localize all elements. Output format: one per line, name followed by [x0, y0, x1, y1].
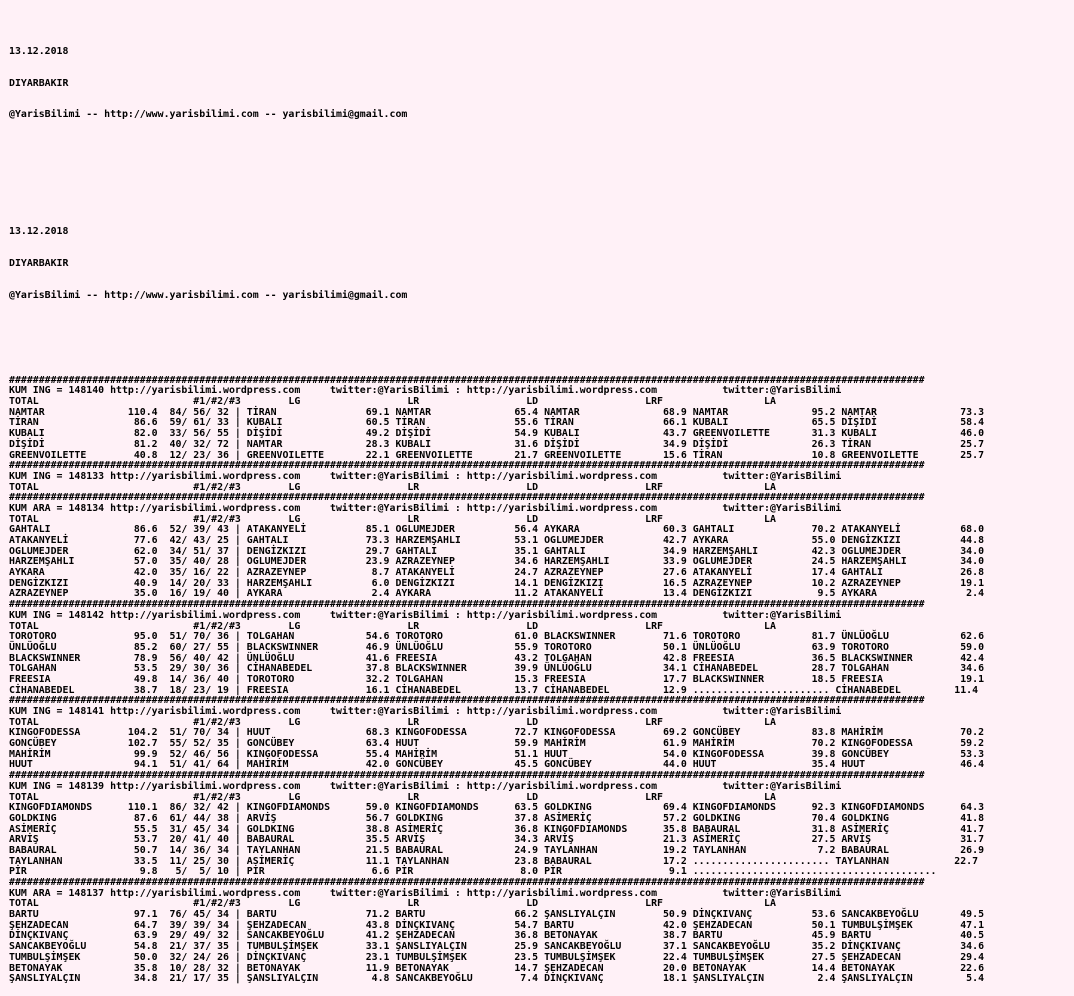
result-line: BETONAYAK 35.8 10/ 28/ 32 | BETONAYAK 11.9 BETONAYAK 14.7 ŞEHZADECAN 20.0 BETONAYAK 14.4 BETONAYAK 22.6 — [9, 962, 985, 974]
contact-text: @YarisBilimi -- http://www.yarisbilimi.com -- yarisbilimi@gmail.com — [9, 109, 408, 121]
result-line: ATAKANYELİ 77.6 42/ 43/ 25 | GAHTALI 73.3 HARZEMŞAHLI 53.1 OGLUMEJDER 42.7 AYKARA 55.0 DENGİZKIZI 44.8 — [9, 535, 985, 547]
result-line: TOTAL #1/#2/#3 LG LR LD LRF LA — [9, 620, 776, 632]
result-line: KUM ING = 148141 http://yarisbilimi.wordpress.com twitter:@YarisBilimi : http://yarisbilimi.wordpress.com twitter:@YarisBilimi — [9, 706, 842, 718]
result-line: DİŞİDİ 81.2 40/ 32/ 72 | NAMTAR 28.3 KUBALI 31.6 DİŞİDİ 34.9 DİŞİDİ 26.3 TİRAN 25.7 — [9, 438, 985, 450]
result-line: KUBALI 82.0 33/ 56/ 55 | DİŞİDİ 49.2 DİŞİDİ 54.9 KUBALI 43.7 GREENVOILETTE 31.3 KUBALI 46.0 — [9, 428, 985, 440]
result-line: GOLDKING 87.6 61/ 44/ 38 | ARVİŞ 56.7 GOLDKING 37.8 ASİMERİÇ 57.2 GOLDKING 70.4 GOLDKING 41.8 — [9, 812, 985, 824]
result-line: AZRAZEYNEP 35.0 16/ 19/ 40 | AYKARA 2.4 AYKARA 11.2 ATAKANYELİ 13.4 DENGİZKIZI 9.5 AYKARA 2.4 — [9, 588, 985, 600]
result-line: KUM ING = 148139 http://yarisbilimi.wordpress.com twitter:@YarisBilimi : http://yarisbilimi.wordpress.com twitter:@YarisBilimi — [9, 780, 842, 792]
result-line: TOTAL #1/#2/#3 LG LR LD LRF LA — [9, 898, 776, 910]
result-line: KUM ARA = 148137 http://yarisbilimi.wordpress.com twitter:@YarisBilimi : http://yarisbilimi.wordpress.com twitter:@YarisBilimi — [9, 887, 842, 899]
result-line: DİNÇKIVANÇ 63.9 29/ 49/ 32 | SANCAKBEYOĞLU 41.2 ŞEHZADECAN 36.8 BETONAYAK 38.7 BARTU 45.9 BARTU 40.5 — [9, 930, 985, 942]
result-line: HUUT 94.1 51/ 41/ 64 | MAHİRİM 42.0 GONCÜBEY 45.5 GONCÜBEY 44.0 HUUT 35.4 HUUT 46.4 — [9, 759, 985, 771]
result-line: TOLGAHAN 53.5 29/ 30/ 36 | CİHANABEDEL 37.8 BLACKSWINNER 39.9 ÜNLÜOĞLU 34.1 CİHANABEDEL 28.7 TOLGAHAN 34.6 — [9, 663, 985, 675]
result-line: TOTAL #1/#2/#3 LG LR LD LRF LA — [9, 716, 776, 728]
result-line: GONCÜBEY 102.7 55/ 52/ 35 | GONCÜBEY 63.4 HUUT 59.9 MAHİRİM 61.9 MAHİRİM 70.2 KINGOFODESSA 59.2 — [9, 738, 985, 750]
result-line: AYKARA 42.0 35/ 16/ 22 | AZRAZEYNEP 8.7 ATAKANYELİ 24.7 AZRAZEYNEP 27.6 ATAKANYELİ 17.4 GAHTALI 26.8 — [9, 567, 985, 579]
result-line: MAHİRİM 99.9 52/ 46/ 56 | KINGOFODESSA 55.4 MAHİRİM 51.1 HUUT 54.0 KINGOFODESSA 39.8 GONCÜBEY 53.3 — [9, 748, 985, 760]
result-line: TAYLANHAN 33.5 11/ 25/ 30 | ASİMERİÇ 11.1 TAYLANHAN 23.8 BABAURAL 17.2 ....................... TAYLANHAN 22.7 — [9, 855, 979, 867]
results-table — [9, 376, 1074, 985]
result-line: BARTU 97.1 76/ 45/ 34 | BARTU 71.2 BARTU 66.2 ŞANSLIYALÇIN 50.9 DİNÇKIVANÇ 53.6 SANCAKBEYOĞLU 49.5 — [9, 909, 985, 921]
result-line: GAHTALI 86.6 52/ 39/ 43 | ATAKANYELİ 85.1 OGLUMEJDER 56.4 AYKARA 60.3 GAHTALI 70.2 ATAKANYELİ 68.0 — [9, 524, 985, 536]
result-line: ARVİŞ 53.7 20/ 41/ 40 | BABAURAL 35.5 ARVİŞ 34.3 ARVİŞ 21.3 ASİMERİÇ 27.5 ARVİŞ 31.7 — [9, 834, 985, 846]
result-line: ÜNLÜOĞLU 85.2 60/ 27/ 55 | BLACKSWINNER 46.9 ÜNLÜOĞLU 55.9 TOROTORO 50.1 ÜNLÜOĞLU 63.9 TOROTORO 59.0 — [9, 641, 985, 653]
result-line: HARZEMŞAHLI 57.0 35/ 40/ 28 | OGLUMEJDER 23.9 AZRAZEYNEP 34.6 HARZEMŞAHLI 33.9 OGLUMEJDER 24.5 HARZEMŞAHLI 34.0 — [9, 556, 985, 568]
result-line: CİHANABEDEL 38.7 18/ 23/ 19 | FREESIA 16.1 CİHANABEDEL 13.7 CİHANABEDEL 12.9 ....................... CİHANABEDEL 11.4 — [9, 684, 979, 696]
result-line: BLACKSWINNER 78.9 56/ 40/ 42 | ÜNLÜOĞLU 41.6 FREESIA 43.2 TOLGAHAN 42.8 FREESIA 36.5 BLACKSWINNER 42.4 — [9, 652, 985, 664]
result-line: PİR 9.8 5/ 5/ 10 | PİR 6.6 PİR 8.0 PİR 9.1 ......................................... — [9, 866, 937, 878]
result-line: ASİMERİÇ 55.5 31/ 45/ 34 | GOLDKING 38.8 ASİMERİÇ 36.8 KINGOFDIAMONDS 35.8 BABAURAL 31.8 ASİMERİÇ 41.7 — [9, 823, 985, 835]
separator-line: ########################################################################################################################################################## — [9, 374, 925, 386]
header-block-1 — [9, 25, 1074, 142]
result-line: TOTAL #1/#2/#3 LG LR LD LRF LA — [9, 513, 776, 525]
result-line: KINGOFDIAMONDS 110.1 86/ 32/ 42 | KINGOFDIAMONDS 59.0 KINGOFDIAMONDS 63.5 GOLDKING 69.4 KINGOFDIAMONDS 92.3 KINGOFDIAMONDS 64.3 — [9, 802, 985, 814]
result-line: FREESIA 49.8 14/ 36/ 40 | TOROTORO 32.2 TOLGAHAN 15.3 FREESIA 17.7 BLACKSWINNER 18.5 FREESIA 19.1 — [9, 673, 985, 685]
result-line: KUM ARA = 148134 http://yarisbilimi.wordpress.com twitter:@YarisBilimi : http://yarisbilimi.wordpress.com twitter:@YarisBilimi — [9, 502, 842, 514]
result-line: DENGİZKIZI 40.9 14/ 20/ 33 | HARZEMŞAHLI 6.0 DENGİZKIZI 14.1 DENGİZKIZI 16.5 AZRAZEYNEP 10.2 AZRAZEYNEP 19.1 — [9, 577, 985, 589]
result-line: SANCAKBEYOĞLU 54.8 21/ 37/ 35 | TUMBULŞİMŞEK 33.1 ŞANSLIYALÇIN 25.9 SANCAKBEYOĞLU 37.1 SANCAKBEYOĞLU 35.2 DİNÇKIVANÇ 34.6 — [9, 941, 985, 953]
separator-line: ########################################################################################################################################################## — [9, 695, 925, 707]
result-line: TOTAL #1/#2/#3 LG LR LD LRF LA — [9, 396, 776, 408]
result-line: KUM ING = 148140 http://yarisbilimi.wordpress.com twitter:@YarisBilimi : http://yarisbilimi.wordpress.com twitter:@YarisBilimi — [9, 385, 842, 397]
date-text: 13.12.2018 — [9, 45, 69, 57]
result-line: TİRAN 86.6 59/ 61/ 33 | KUBALI 60.5 TİRAN 55.6 TİRAN 66.1 KUBALI 65.5 DİŞİDİ 58.4 — [9, 417, 985, 429]
date-text: 13.12.2018 — [9, 226, 69, 238]
result-line: KINGOFODESSA 104.2 51/ 70/ 34 | HUUT 68.3 KINGOFODESSA 72.7 KINGOFODESSA 69.2 GONCÜBEY 83.8 MAHİRİM 70.2 — [9, 727, 985, 739]
separator-line: ########################################################################################################################################################## — [9, 599, 925, 611]
city-text: DIYARBAKIR — [9, 258, 69, 270]
result-line: BABAURAL 50.7 14/ 36/ 34 | TAYLANHAN 21.5 BABAURAL 24.9 TAYLANHAN 19.2 TAYLANHAN 7.2 BABAURAL 26.9 — [9, 844, 985, 856]
separator-line: ########################################################################################################################################################## — [9, 770, 925, 782]
result-line: KUM ING = 148133 http://yarisbilimi.wordpress.com twitter:@YarisBilimi : http://yarisbilimi.wordpress.com twitter:@YarisBilimi — [9, 470, 842, 482]
separator-line: ########################################################################################################################################################## — [9, 460, 925, 472]
contact-text: @YarisBilimi -- http://www.yarisbilimi.com -- yarisbilimi@gmail.com — [9, 290, 408, 302]
result-line: TOTAL #1/#2/#3 LG LR LD LRF LA — [9, 481, 776, 493]
separator-line: ########################################################################################################################################################## — [9, 877, 925, 889]
result-line: OGLUMEJDER 62.0 34/ 51/ 37 | DENGİZKIZI 29.7 GAHTALI 35.1 GAHTALI 34.9 HARZEMŞAHLI 42.3 OGLUMEJDER 34.0 — [9, 545, 985, 557]
result-line: NAMTAR 110.4 84/ 56/ 32 | TİRAN 69.1 NAMTAR 65.4 NAMTAR 68.9 NAMTAR 95.2 NAMTAR 73.3 — [9, 406, 985, 418]
result-line: TOROTORO 95.0 51/ 70/ 36 | TOLGAHAN 54.6 TOROTORO 61.0 BLACKSWINNER 71.6 TOROTORO 81.7 ÜNLÜOĞLU 62.6 — [9, 631, 985, 643]
city-text: DIYARBAKIR — [9, 77, 69, 89]
result-line: ŞANSLIYALÇIN 34.8 21/ 17/ 35 | ŞANSLIYALÇIN 4.8 SANCAKBEYOĞLU 7.4 DİNÇKIVANÇ 18.1 ŞANSLIYALÇIN 2.4 ŞANSLIYALÇIN 5.4 — [9, 973, 985, 985]
result-line: KUM ING = 148142 http://yarisbilimi.wordpress.com twitter:@YarisBilimi : http://yarisbilimi.wordpress.com twitter:@YarisBilimi — [9, 609, 842, 621]
result-line: TOTAL #1/#2/#3 LG LR LD LRF LA — [9, 791, 776, 803]
separator-line: ########################################################################################################################################################## — [9, 492, 925, 504]
result-line: TUMBULŞİMŞEK 50.0 32/ 24/ 26 | DİNÇKIVANÇ 23.1 TUMBULŞİMŞEK 23.5 TUMBULŞİMŞEK 22.4 TUMBULŞİMŞEK 27.5 ŞEHZADECAN 29.4 — [9, 951, 985, 963]
header-block-2 — [9, 206, 1074, 323]
result-line: ŞEHZADECAN 64.7 39/ 39/ 34 | ŞEHZADECAN 43.8 DİNÇKIVANÇ 54.7 BARTU 42.0 ŞEHZADECAN 50.1 TUMBULŞİMŞEK 47.1 — [9, 919, 985, 931]
result-line: GREENVOILETTE 40.8 12/ 23/ 36 | GREENVOILETTE 22.1 GREENVOILETTE 21.7 GREENVOILETTE 15.6 TİRAN 10.8 GREENVOILETTE 25.7 — [9, 449, 985, 461]
